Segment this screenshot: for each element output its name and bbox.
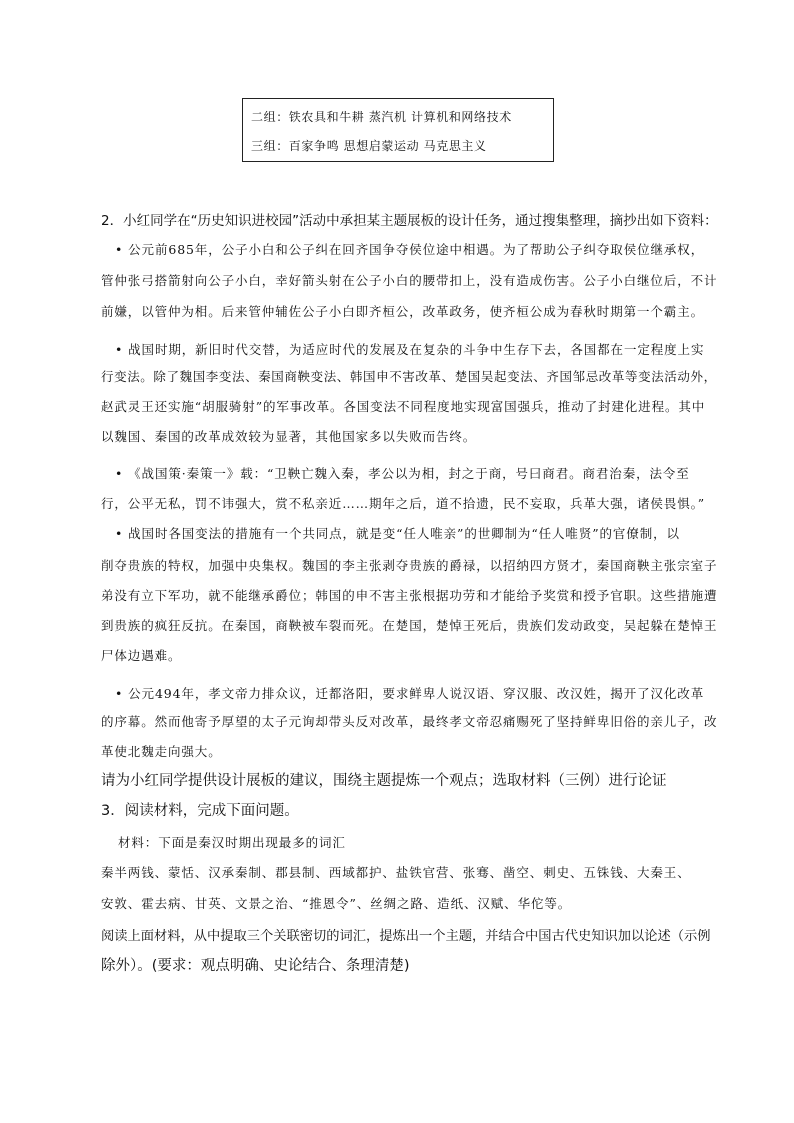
q2-material-line: 以魏国、秦国的改革成效较为显著，其他国家多以失败而告终。 — [101, 429, 477, 444]
q2-material-line: 管仲张弓搭箭射向公子小白，幸好箭头射在公子小白的腰带扣上，没有造成伤害。公子小白继位后，不计 — [101, 273, 718, 288]
q2-material-line: 弟没有立下军功，就不能继承爵位；韩国的申不害主张根据功劳和才能给予奖赏和授予官职。这些措施遭 — [101, 588, 718, 603]
q2-material-line: 的序幕。然而他寄予厚望的太子元询却带头反对改革，最终孝文帝忍痛赐死了坚持鲜卑旧俗的亲儿子，改 — [101, 714, 718, 729]
question-3-task-line: 阅读上面材料，从中提取三个关联密切的词汇，提炼出一个主题，并结合中国古代史知识加以论述（示例 — [101, 929, 711, 944]
question-3-task-line: 除外）。(要求：观点明确、史论结合、条理清楚) — [101, 958, 410, 974]
q2-material-line: • 公元494年，孝文帝力排众议，迁都洛阳，要求鲜卑人说汉语、穿汉服、改汉姓，揭开了汉化改革 — [115, 686, 705, 701]
q2-material-line: 行变法。除了魏国李变法、秦国商鞅变法、韩国申不害改革、楚国吴起变法、齐国邹忌改革等变法活动外， — [101, 369, 717, 384]
table-row-3: 三组：百家争鸣 思想启蒙运动 马克思主义 — [251, 139, 487, 153]
q2-material-line: • 战国时各国变法的措施有一个共同点，就是变“任人唯亲”的世卿制为“任人唯贤”的官僚制，以 — [115, 526, 680, 541]
table-row-2: 二组：铁农具和牛耕 蒸汽机 计算机和网络技术 — [251, 110, 512, 124]
q2-material-line: 行，公平无私，罚不讳强大，赏不私亲近……期年之后，道不拾遗，民不妄取，兵革大强，诸侯畏惧。” — [101, 496, 706, 511]
q2-material-line: 尸体边遇难。 — [101, 648, 182, 663]
q3-material-line: 秦半两钱、蒙恬、汉承秦制、郡县制、西域都护、盐铁官营、张骞、凿空、刺史、五铢钱、大秦王、 — [101, 865, 691, 880]
q3-material-intro: 材料：下面是秦汉时期出现最多的词汇 — [118, 835, 346, 850]
q2-material-line: 削夺贵族的特权，加强中央集权。魏国的李主张剥夺贵族的爵禄，以招纳四方贤才，秦国商鞅主张宗室子 — [101, 558, 718, 573]
q2-material-line: • 战国时期，新旧时代交替，为适应时代的发展及在复杂的斗争中生存下去，各国都在一定程度上实 — [115, 342, 705, 357]
groups-table — [242, 98, 554, 162]
question-2-task: 请为小红同学提供设计展板的建议，围绕主题提炼一个观点；选取材料（三例）进行论证 — [101, 773, 667, 789]
q2-material-line: 革使北魏走向强大。 — [101, 744, 222, 759]
question-3-stem: 3．阅读材料，完成下面问题。 — [101, 803, 299, 819]
q2-material-line: • 公元前685年，公子小白和公子纠在回齐国争夺侯位途中相遇。为了帮助公子纠夺取侯位继承权， — [115, 242, 705, 257]
question-2-stem: 2．小红同学在“历史知识进校园”活动中承担某主题展板的设计任务，通过搜集整理，摘抄出如下资料： — [101, 213, 718, 229]
q2-material-line: 到贵族的疯狂反抗。在秦国，商鞅被车裂而死。在楚国，楚悼王死后，贵族们发动政变，吴起躲在楚悼王 — [101, 618, 718, 633]
q2-material-line: 赵武灵王还实施“胡服骑射”的军事改革。各国变法不同程度地实现富国强兵，推动了封建化进程。其中 — [101, 399, 706, 414]
q3-material-line: 安敦、霍去病、甘英、文景之治、“推恩令”、丝绸之路、造纸、汉赋、华佗等。 — [101, 896, 572, 911]
q2-material-line: 前嫌，以管仲为相。后来管仲辅佐公子小白即齐桓公，改革政务，使齐桓公成为春秋时期第一个霸主。 — [101, 304, 705, 319]
q2-material-line: • 《战国策·秦策一》载：“卫鞅亡魏入秦，孝公以为相，封之于商，号曰商君。商君治秦，法令至 — [115, 466, 690, 481]
